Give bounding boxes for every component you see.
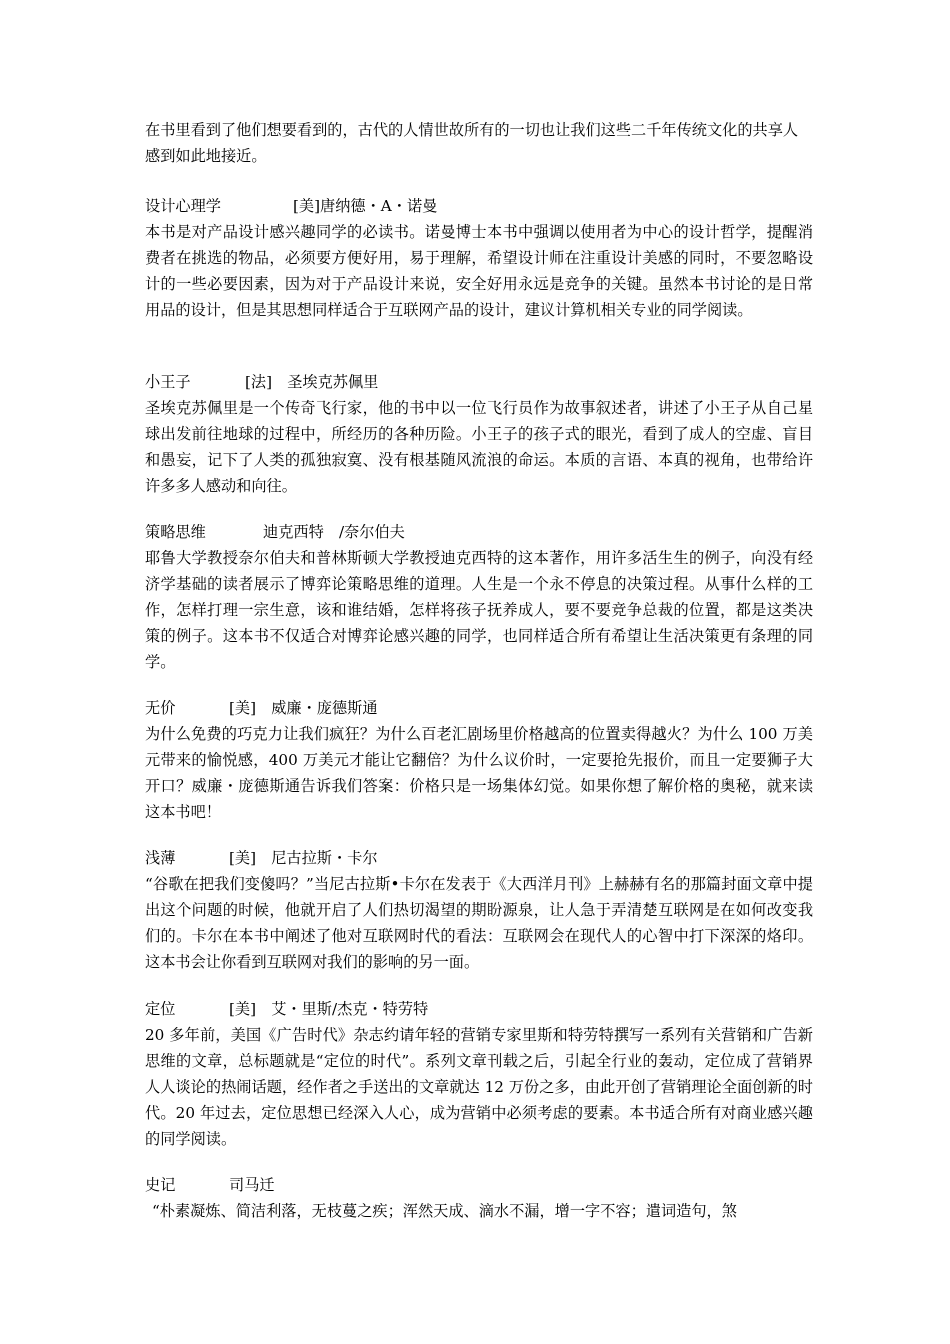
book-entry-positioning (145, 996, 813, 1152)
book-author: [法] 圣埃克苏佩里 (245, 373, 379, 391)
book-entry-shiji (145, 1172, 813, 1224)
book-description: “朴素凝炼、简洁利落，无枝蔓之疾；浑然天成、滴水不漏，增一字不容；遣词造句，煞 (152, 1202, 737, 1220)
book-heading (145, 845, 813, 871)
book-description: 为什么免费的巧克力让我们疯狂？为什么百老汇剧场里价格越高的位置卖得越火？为什么 100 万美元带来的愉悦感，400 万美元才能让它翻倍？为什么议价时，一定要抢先报价，而且一定要狮子大开口？威廉・庞德斯通告诉我们答案：价格只是一场集体幻觉。如果你想了解价格的奥秘，就来读这本书吧！ (145, 725, 813, 821)
book-author: [美] 威廉・庞德斯通 (229, 699, 378, 717)
intro-paragraph: 在书里看到了他们想要看到的，古代的人情世故所有的一切也让我们这些二千年传统文化的共享人感到如此地接近。 (145, 121, 799, 165)
book-description: 本书是对产品设计感兴趣同学的必读书。诺曼博士本书中强调以使用者为中心的设计哲学，提醒消费者在挑选的物品，必须要方便好用，易于理解，希望设计师在注重设计美感的同时，不要忽略设计的一些必要因素，因为对于产品设计来说，安全好用永远是竞争的关键。虽然本书讨论的是日常用品的设计，但是其思想同样适合于互联网产品的设计，建议计算机相关专业的同学阅读。 (145, 223, 813, 319)
book-author: 司马迁 (229, 1176, 275, 1194)
book-entry-little-prince (145, 369, 813, 499)
book-heading (145, 695, 813, 721)
book-description: “谷歌在把我们变傻吗？”当尼古拉斯•卡尔在发表于《大西洋月刊》上赫赫有名的那篇封面文章中提出这个问题的时候，他就开启了人们热切渴望的期盼源泉，让人急于弄清楚互联网是在如何改变我们的。卡尔在本书中阐述了他对互联网时代的看法：互联网会在现代人的心智中打下深深的烙印。这本书会让你看到互联网对我们的影响的另一面。 (145, 875, 813, 971)
book-title: 浅薄 (145, 849, 176, 867)
book-entry-priceless (145, 695, 813, 825)
book-heading (145, 996, 813, 1022)
book-title: 设计心理学 (145, 197, 221, 215)
book-title: 策略思维 (145, 523, 206, 541)
book-entry-the-shallows (145, 845, 813, 975)
book-title: 定位 (145, 1000, 176, 1018)
book-title: 小王子 (145, 373, 191, 391)
book-author: [美] 艾・里斯/杰克・特劳特 (229, 1000, 429, 1018)
book-heading (145, 1172, 813, 1198)
book-heading (145, 369, 813, 395)
book-title: 史记 (145, 1176, 176, 1194)
book-author: [美] 尼古拉斯・卡尔 (229, 849, 378, 867)
book-description: 20 多年前，美国《广告时代》杂志约请年轻的营销专家里斯和特劳特撰写一系列有关营销和广告新思维的文章，总标题就是“定位的时代”。系列文章刊载之后，引起全行业的轰动，定位成了营销界人人谈论的热闹话题，经作者之手送出的文章就达 12 万份之多，由此开创了营销理论全面创新的时代。20 年过去，定位思想已经深入人心，成为营销中必须考虑的要素。本书适合所有对商业感兴趣的同学阅读。 (145, 1026, 813, 1148)
book-heading (145, 519, 813, 545)
book-heading (145, 193, 813, 219)
book-title: 无价 (145, 699, 176, 717)
book-entry-design-psychology (145, 193, 813, 323)
book-author: 迪克西特 /奈尔伯夫 (263, 523, 405, 541)
book-description: 圣埃克苏佩里是一个传奇飞行家，他的书中以一位飞行员作为故事叙述者，讲述了小王子从自己星球出发前往地球的过程中，所经历的各种历险。小王子的孩子式的眼光，看到了成人的空虚、盲目和愚妄，记下了人类的孤独寂寞、没有根基随风流浪的命运。本质的言语、本真的视角，也带给许许多多人感动和向往。 (145, 399, 813, 495)
book-entry-strategic-thinking (145, 519, 813, 675)
book-author: [美]唐纳德・A・诺曼 (293, 197, 438, 215)
book-description: 耶鲁大学教授奈尔伯夫和普林斯顿大学教授迪克西特的这本著作，用许多活生生的例子，向没有经济学基础的读者展示了博弈论策略思维的道理。人生是一个永不停息的决策过程。从事什么样的工作，怎样打理一宗生意，该和谁结婚，怎样将孩子抚养成人，要不要竞争总裁的位置，都是这类决策的例子。这本书不仅适合对博弈论感兴趣的同学，也同样适合所有希望让生活决策更有条理的同学。 (145, 549, 813, 671)
